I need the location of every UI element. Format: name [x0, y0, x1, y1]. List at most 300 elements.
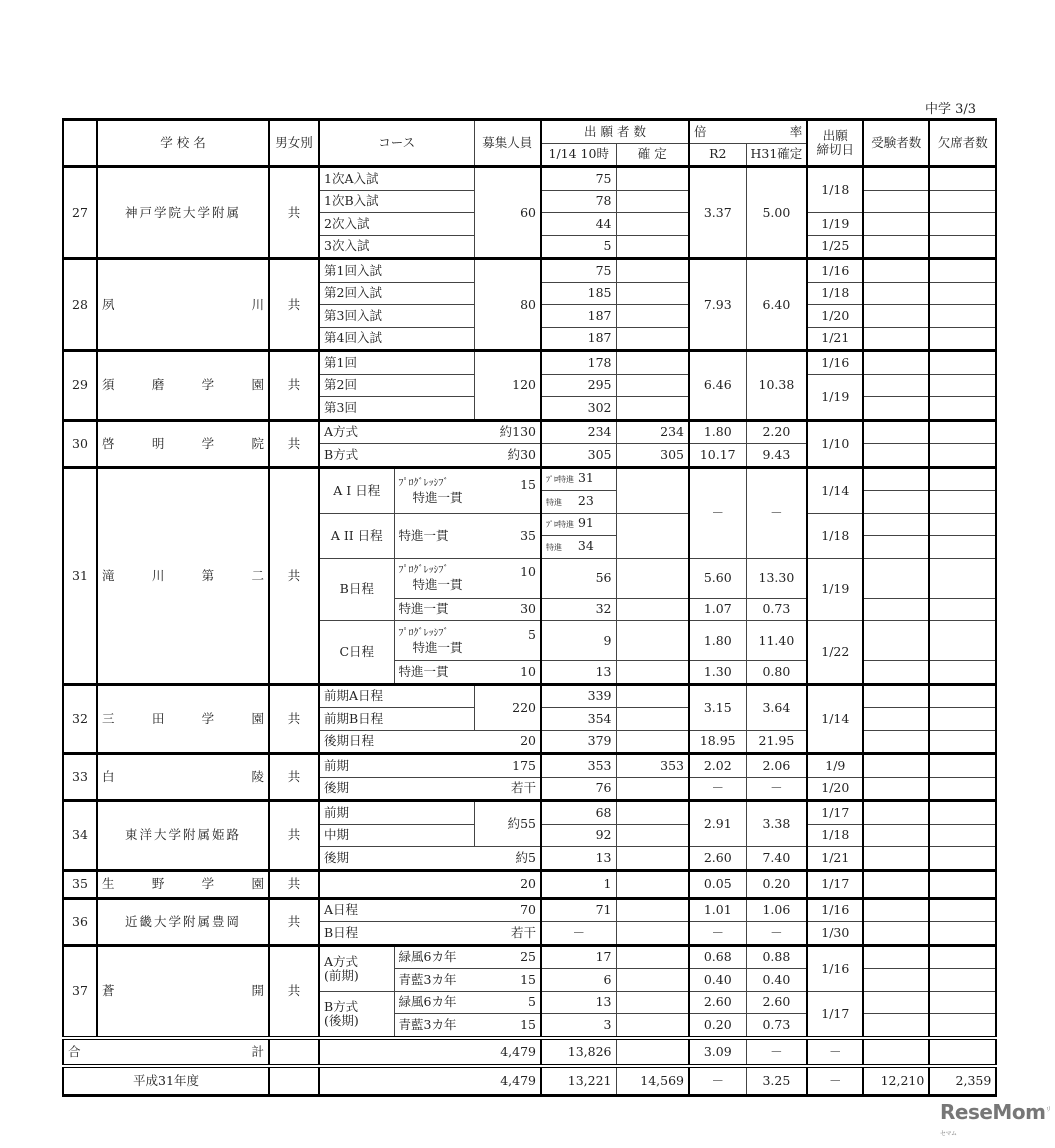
course: 前期B日程 [319, 708, 474, 731]
header-h31: H31確定 [746, 143, 807, 167]
deadline: 1/21 [807, 847, 863, 871]
applicants-final [616, 397, 689, 421]
applicants-jan14: 1 [541, 870, 616, 898]
applicants-final [616, 801, 689, 825]
applicants-final [616, 847, 689, 871]
resemom-logo: ReseMom$^{リセマム}$ [940, 1100, 1051, 1138]
prev-year-final: 14,569 [616, 1066, 689, 1096]
applicants-jan14: 68 [541, 801, 616, 825]
ratio-h31: 11.40 [746, 621, 807, 661]
examinees [863, 467, 929, 491]
absentees [929, 420, 996, 444]
absentees [929, 598, 996, 621]
applicants-final [616, 621, 689, 661]
course: 2次入試 [319, 213, 474, 236]
applicants-final [616, 708, 689, 731]
total-r2: 3.09 [689, 1038, 746, 1066]
course-capacity: 特進一貫 35 [394, 513, 541, 558]
ratio-h31: 7.40 [746, 847, 807, 871]
applicants-final: 305 [616, 444, 689, 468]
absentees [929, 190, 996, 213]
applicants-jan14: 75 [541, 167, 616, 191]
course-capacity: 後期 若干 [319, 777, 541, 801]
applicants-jan14: 44 [541, 213, 616, 236]
deadline: 1/14 [807, 467, 863, 513]
school-name: 生 野 学 園 [97, 870, 269, 898]
applicants-jan14: 187 [541, 327, 616, 351]
prev-year-h31: 3.25 [746, 1066, 807, 1096]
ratio-r2: 1.30 [689, 661, 746, 685]
course-capacity: 後期日程 20 [319, 730, 541, 754]
course-capacity: B日程 若干 [319, 922, 541, 946]
deadline: 1/18 [807, 167, 863, 213]
ratio-h31: 0.73 [746, 598, 807, 621]
school-no: 30 [63, 420, 97, 467]
course: 第1回入試 [319, 259, 474, 283]
deadline: 1/19 [807, 374, 863, 420]
course-capacity: 青藍3カ年 15 [394, 969, 541, 992]
ratio-h31: 0.40 [746, 969, 807, 992]
course: 第2回入試 [319, 282, 474, 305]
absentees [929, 870, 996, 898]
applicants-final [616, 777, 689, 801]
gender: 共 [269, 754, 319, 801]
ratio-r2: 2.02 [689, 754, 746, 778]
header-course: コース [319, 120, 474, 167]
examinees [863, 190, 929, 213]
examinees [863, 945, 929, 969]
applicants-final [616, 969, 689, 992]
gender: 共 [269, 467, 319, 684]
applicants-final [616, 684, 689, 708]
course-capacity: A方式 約130 [319, 420, 541, 444]
applicants-final [616, 730, 689, 754]
course: 1次A入試 [319, 167, 474, 191]
absentees [929, 282, 996, 305]
applicants-final [616, 167, 689, 191]
gender: 共 [269, 420, 319, 467]
examinees [863, 444, 929, 468]
applicants-jan14: 6 [541, 969, 616, 992]
examinees [863, 167, 929, 191]
header-no [63, 120, 97, 167]
deadline: 1/18 [807, 824, 863, 847]
applicants-final [616, 661, 689, 685]
total-final [616, 1038, 689, 1066]
absentees [929, 235, 996, 259]
applicants-jan14: 302 [541, 397, 616, 421]
deadline: 1/19 [807, 558, 863, 621]
applicants-final [616, 213, 689, 236]
school-no: 35 [63, 870, 97, 898]
applicants-jan14: － [541, 922, 616, 946]
school-no: 27 [63, 167, 97, 259]
examinees [863, 513, 929, 536]
applicants-jan14: 379 [541, 730, 616, 754]
gender: 共 [269, 945, 319, 1038]
absentees [929, 374, 996, 397]
examinees [863, 824, 929, 847]
absentees [929, 513, 996, 536]
course-capacity: 緑風6カ年 25 [394, 945, 541, 969]
ratio-r2: 3.37 [689, 167, 746, 259]
deadline: 1/20 [807, 777, 863, 801]
absentees [929, 754, 996, 778]
total-h31: － [746, 1038, 807, 1066]
applicants-sub: ﾌﾟﾛ特進 31 [541, 467, 616, 491]
absentees [929, 684, 996, 708]
applicants-sub: 特進 34 [541, 536, 616, 559]
header-ratio: 倍 率 [689, 120, 807, 144]
examinees [863, 898, 929, 922]
absentees [929, 467, 996, 491]
school-no: 36 [63, 898, 97, 945]
capacity: 80 [474, 259, 541, 351]
applicants-jan14: 13 [541, 661, 616, 685]
examinees [863, 801, 929, 825]
ratio-r2: － [689, 922, 746, 946]
ratio-h31: 13.30 [746, 558, 807, 598]
applicants-jan14: 56 [541, 558, 616, 598]
ratio-r2: 10.17 [689, 444, 746, 468]
school-name: 東洋大学附属姫路 [97, 801, 269, 871]
table-row [63, 167, 996, 191]
applicants-final [616, 513, 689, 558]
table-row [63, 870, 996, 898]
deadline: 1/19 [807, 213, 863, 236]
examinees [863, 754, 929, 778]
absentees [929, 661, 996, 685]
deadline: 1/14 [807, 684, 863, 754]
absentees [929, 847, 996, 871]
applicants-final [616, 598, 689, 621]
applicants-final [616, 305, 689, 328]
ratio-r2: 0.05 [689, 870, 746, 898]
ratio-r2: 2.91 [689, 801, 746, 847]
session: C日程 [319, 621, 394, 685]
table-row [63, 684, 996, 708]
ratio-r2: 2.60 [689, 991, 746, 1014]
applicants-jan14: 178 [541, 351, 616, 375]
ratio-r2: 0.68 [689, 945, 746, 969]
prev-year-examinees: 12,210 [863, 1066, 929, 1096]
course: 第2回 [319, 374, 474, 397]
absentees [929, 708, 996, 731]
applicants-jan14: 71 [541, 898, 616, 922]
applicants-final [616, 259, 689, 283]
ratio-r2: 7.93 [689, 259, 746, 351]
gender: 共 [269, 167, 319, 259]
ratio-h31: 1.06 [746, 898, 807, 922]
absentees [929, 777, 996, 801]
absentees [929, 945, 996, 969]
total-row [63, 1038, 996, 1066]
header-final: 確 定 [616, 143, 689, 167]
ratio-h31: 2.06 [746, 754, 807, 778]
examinees [863, 213, 929, 236]
gender: 共 [269, 684, 319, 754]
applicants-jan14: 78 [541, 190, 616, 213]
course-capacity: 特進一貫 30 [394, 598, 541, 621]
applicants-final [616, 945, 689, 969]
examinees [863, 235, 929, 259]
prev-year-gender [269, 1066, 319, 1096]
examinees [863, 397, 929, 421]
total-jan14: 13,826 [541, 1038, 616, 1066]
applicants-jan14: 17 [541, 945, 616, 969]
table-row [63, 259, 996, 283]
capacity: 120 [474, 351, 541, 421]
examinees [863, 730, 929, 754]
school-no: 31 [63, 467, 97, 684]
gender: 共 [269, 351, 319, 421]
absentees [929, 558, 996, 598]
table-row [63, 898, 996, 922]
ratio-h31: 0.73 [746, 1014, 807, 1038]
total-gender [269, 1038, 319, 1066]
deadline: 1/17 [807, 991, 863, 1038]
ratio-h31: 3.38 [746, 801, 807, 847]
applicants-jan14: 185 [541, 282, 616, 305]
prev-year-deadline: － [807, 1066, 863, 1096]
ratio-r2: 2.60 [689, 847, 746, 871]
header-school: 学 校 名 [97, 120, 269, 167]
capacity: 20 [319, 870, 541, 898]
course-capacity: 緑風6カ年 5 [394, 991, 541, 1014]
deadline: 1/21 [807, 327, 863, 351]
applicants-final [616, 190, 689, 213]
school-name: 夙 川 [97, 259, 269, 351]
session: B方式 (後期) [319, 991, 394, 1038]
table-row [63, 351, 996, 375]
absentees [929, 898, 996, 922]
applicants-final [616, 898, 689, 922]
absentees [929, 213, 996, 236]
session: A II 日程 [319, 513, 394, 558]
ratio-r2: － [689, 467, 746, 558]
applicants-jan14: 9 [541, 621, 616, 661]
ratio-h31: 3.64 [746, 684, 807, 730]
applicants-final [616, 351, 689, 375]
examinees [863, 598, 929, 621]
ratio-h31: 0.20 [746, 870, 807, 898]
absentees [929, 730, 996, 754]
header-r2: R2 [689, 143, 746, 167]
school-name: 神戸学院大学附属 [97, 167, 269, 259]
applicants-jan14: 187 [541, 305, 616, 328]
course-capacity: ﾌﾟﾛｸﾞﾚｯｼﾌﾞ 特進一貫 10 [394, 558, 541, 598]
absentees [929, 444, 996, 468]
ratio-r2: 5.60 [689, 558, 746, 598]
course: 3次入試 [319, 235, 474, 259]
ratio-r2: 6.46 [689, 351, 746, 421]
examinees [863, 558, 929, 598]
ratio-r2: 18.95 [689, 730, 746, 754]
session: A I 日程 [319, 467, 394, 513]
applicants-final [616, 327, 689, 351]
deadline: 1/18 [807, 282, 863, 305]
deadline: 1/25 [807, 235, 863, 259]
applicants-final [616, 235, 689, 259]
applicants-final [616, 374, 689, 397]
examinees [863, 870, 929, 898]
examinees [863, 305, 929, 328]
course: 前期 [319, 801, 474, 825]
deadline: 1/16 [807, 259, 863, 283]
prev-year-r2: － [689, 1066, 746, 1096]
application-table [62, 118, 997, 1097]
ratio-h31: 10.38 [746, 351, 807, 421]
gender: 共 [269, 259, 319, 351]
ratio-h31: － [746, 922, 807, 946]
school-no: 28 [63, 259, 97, 351]
total-examinees [863, 1038, 929, 1066]
examinees [863, 777, 929, 801]
applicants-final [616, 824, 689, 847]
applicants-jan14: 32 [541, 598, 616, 621]
absentees [929, 327, 996, 351]
school-name: 蒼 開 [97, 945, 269, 1038]
absentees [929, 536, 996, 559]
prev-year-row [63, 1066, 996, 1096]
examinees [863, 327, 929, 351]
header-applicants: 出 願 者 数 [541, 120, 689, 144]
school-name: 三 田 学 園 [97, 684, 269, 754]
school-name: 須 磨 学 園 [97, 351, 269, 421]
applicants-final [616, 282, 689, 305]
course-capacity: ﾌﾟﾛｸﾞﾚｯｼﾌﾞ 特進一貫 15 [394, 467, 541, 513]
ratio-h31: 5.00 [746, 167, 807, 259]
deadline: 1/9 [807, 754, 863, 778]
ratio-r2: 1.01 [689, 898, 746, 922]
school-no: 29 [63, 351, 97, 421]
total-capacity: 4,479 [319, 1038, 541, 1066]
ratio-h31: 0.80 [746, 661, 807, 685]
applicants-jan14: 3 [541, 1014, 616, 1038]
applicants-jan14: 339 [541, 684, 616, 708]
school-no: 32 [63, 684, 97, 754]
absentees [929, 801, 996, 825]
deadline: 1/16 [807, 351, 863, 375]
deadline: 1/20 [807, 305, 863, 328]
applicants-final [616, 991, 689, 1014]
applicants-jan14: 92 [541, 824, 616, 847]
course-capacity: A日程 70 [319, 898, 541, 922]
examinees [863, 969, 929, 992]
course-capacity: 特進一貫 10 [394, 661, 541, 685]
total-label: 合 計 [63, 1038, 269, 1066]
applicants-final [616, 922, 689, 946]
applicants-sub: ﾌﾟﾛ特進 91 [541, 513, 616, 536]
applicants-final [616, 558, 689, 598]
absentees [929, 621, 996, 661]
header-row-1 [63, 120, 996, 144]
school-name: 白 陵 [97, 754, 269, 801]
examinees [863, 991, 929, 1014]
absentees [929, 351, 996, 375]
table-row [63, 754, 996, 778]
deadline: 1/30 [807, 922, 863, 946]
table-row [63, 420, 996, 444]
applicants-jan14: 305 [541, 444, 616, 468]
applicants-jan14: 354 [541, 708, 616, 731]
ratio-r2: 1.80 [689, 621, 746, 661]
ratio-h31: 2.20 [746, 420, 807, 444]
applicants-jan14: 5 [541, 235, 616, 259]
deadline: 1/17 [807, 801, 863, 825]
header-capacity: 募集人員 [474, 120, 541, 167]
applicants-jan14: 13 [541, 991, 616, 1014]
course-capacity: 前期 175 [319, 754, 541, 778]
deadline: 1/22 [807, 621, 863, 685]
absentees [929, 167, 996, 191]
examinees [863, 1014, 929, 1038]
table-row [63, 467, 996, 491]
table-row [63, 945, 996, 969]
applicants-final: 234 [616, 420, 689, 444]
ratio-r2: 0.20 [689, 1014, 746, 1038]
applicants-final: 353 [616, 754, 689, 778]
capacity: 約55 [474, 801, 541, 847]
course: 中期 [319, 824, 474, 847]
examinees [863, 621, 929, 661]
prev-year-jan14: 13,221 [541, 1066, 616, 1096]
absentees [929, 991, 996, 1014]
course: 前期A日程 [319, 684, 474, 708]
applicants-final [616, 1014, 689, 1038]
school-no: 34 [63, 801, 97, 871]
school-name: 近畿大学附属豊岡 [97, 898, 269, 945]
examinees [863, 536, 929, 559]
school-name: 啓 明 学 院 [97, 420, 269, 467]
examinees [863, 259, 929, 283]
deadline: 1/17 [807, 870, 863, 898]
header-deadline: 出願 締切日 [807, 120, 863, 167]
session: A方式 (前期) [319, 945, 394, 991]
course: 第3回 [319, 397, 474, 421]
header-examinees: 受験者数 [863, 120, 929, 167]
deadline: 1/16 [807, 945, 863, 991]
examinees [863, 351, 929, 375]
applicants-jan14: 76 [541, 777, 616, 801]
school-no: 37 [63, 945, 97, 1038]
applicants-sub: 特進 23 [541, 491, 616, 514]
capacity: 220 [474, 684, 541, 730]
examinees [863, 922, 929, 946]
ratio-r2: 3.15 [689, 684, 746, 730]
prev-year-label: 平成31年度 [63, 1066, 269, 1096]
course: 第3回入試 [319, 305, 474, 328]
page-label: 中学 3/3 [925, 102, 977, 117]
ratio-r2: － [689, 777, 746, 801]
absentees [929, 969, 996, 992]
examinees [863, 661, 929, 685]
ratio-h31: 21.95 [746, 730, 807, 754]
examinees [863, 684, 929, 708]
examinees [863, 374, 929, 397]
applicants-jan14: 234 [541, 420, 616, 444]
gender: 共 [269, 801, 319, 871]
absentees [929, 922, 996, 946]
table-row [63, 801, 996, 825]
header-gender: 男女別 [269, 120, 319, 167]
deadline: 1/16 [807, 898, 863, 922]
ratio-h31: 2.60 [746, 991, 807, 1014]
deadline: 1/10 [807, 420, 863, 467]
capacity: 60 [474, 167, 541, 259]
ratio-r2: 1.07 [689, 598, 746, 621]
deadline: 1/18 [807, 513, 863, 558]
